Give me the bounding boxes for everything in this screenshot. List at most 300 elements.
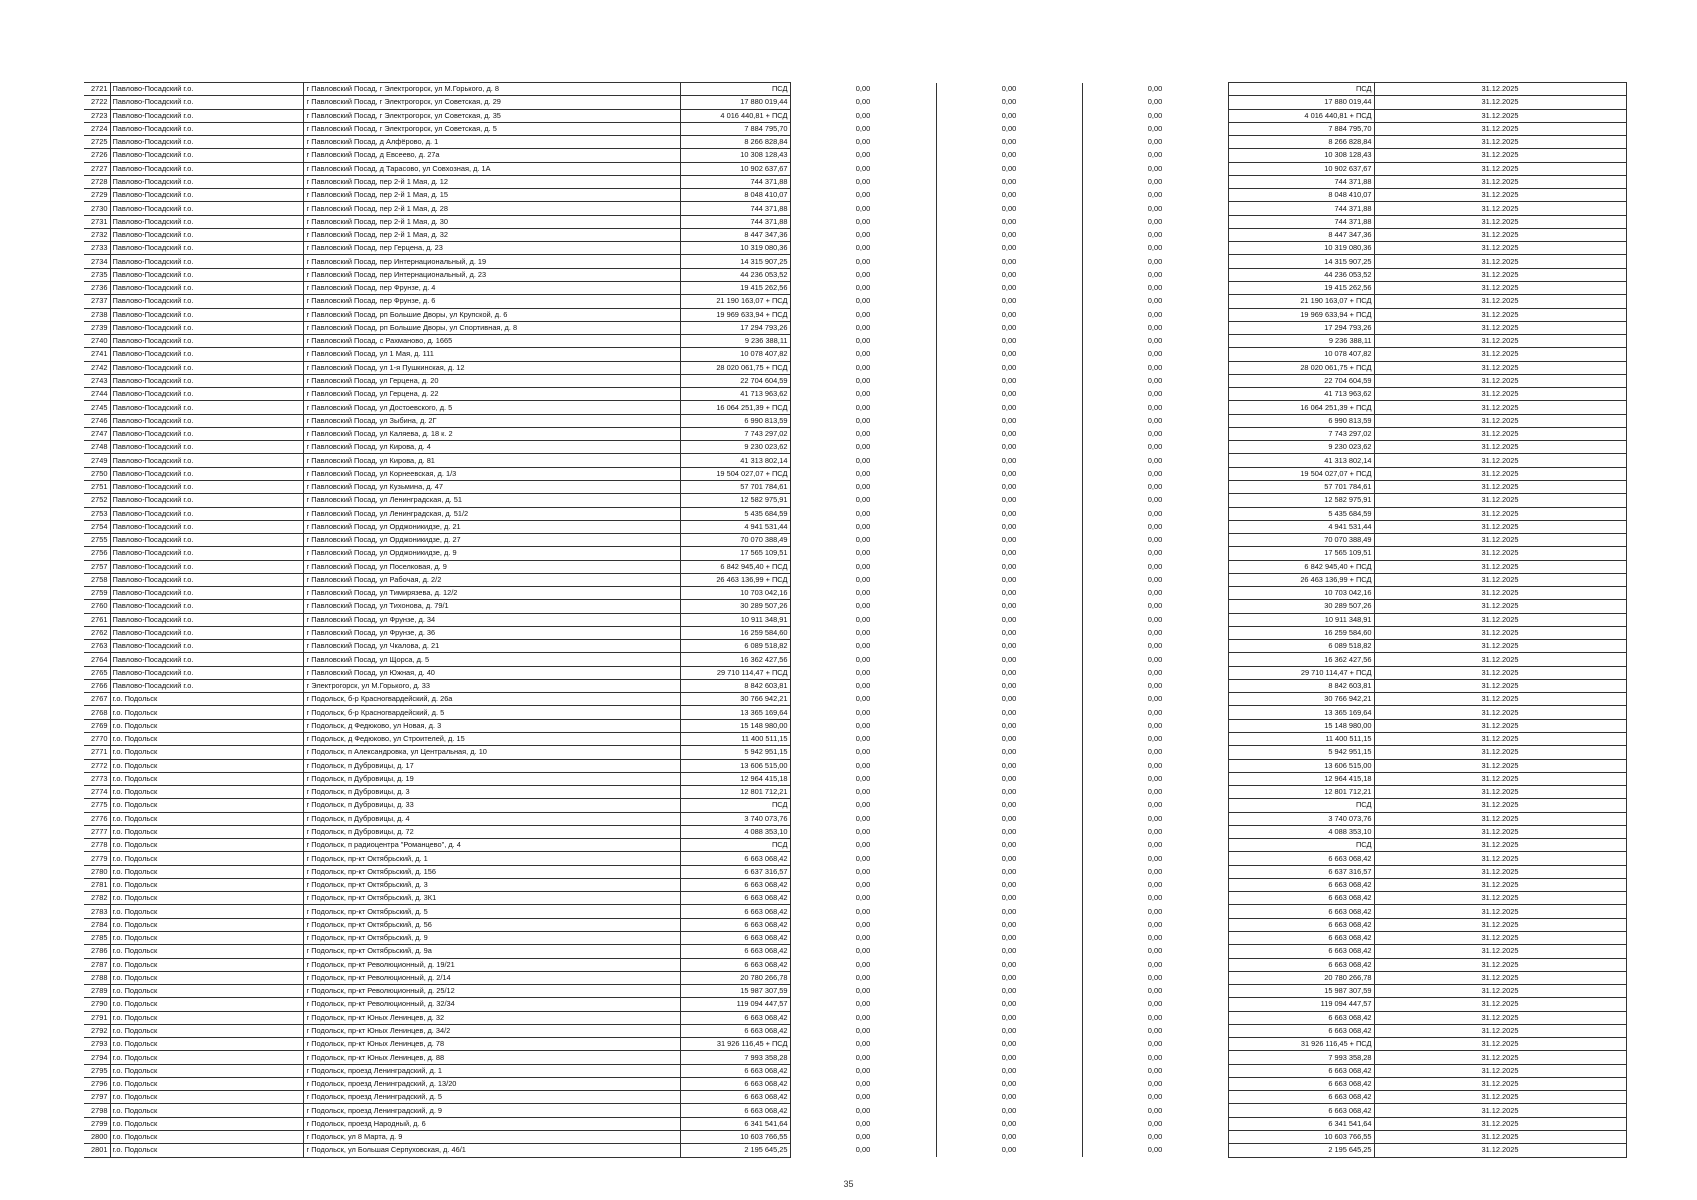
value-cell-3: 0,00 (1082, 401, 1228, 414)
row-number: 2737 (84, 295, 110, 308)
value-cell-2: 0,00 (936, 985, 1082, 998)
table-row (84, 1064, 1626, 1077)
deadline-cell: 31.12.2025 (1374, 759, 1626, 772)
row-number: 2728 (84, 175, 110, 188)
value-cell-1: 0,00 (790, 83, 936, 96)
amount-cell: 6 842 945,40 + ПСД (680, 560, 790, 573)
value-cell-3: 0,00 (1082, 812, 1228, 825)
municipality-cell: г.о. Подольск (110, 945, 303, 958)
value-cell-1: 0,00 (790, 1144, 936, 1157)
address-cell: г Подольск, пр-кт Октябрьский, д. 9а (303, 945, 680, 958)
row-number: 2743 (84, 374, 110, 387)
amount-cell: 9 230 023,62 (680, 441, 790, 454)
table-row (84, 1011, 1626, 1024)
value-cell-2: 0,00 (936, 733, 1082, 746)
total-amount-cell: 6 663 068,42 (1228, 1104, 1374, 1117)
total-amount-cell: 6 842 945,40 + ПСД (1228, 560, 1374, 573)
municipality-cell: г.о. Подольск (110, 1117, 303, 1130)
municipality-cell: г.о. Подольск (110, 865, 303, 878)
row-number: 2747 (84, 427, 110, 440)
value-cell-2: 0,00 (936, 547, 1082, 560)
value-cell-1: 0,00 (790, 839, 936, 852)
row-number: 2750 (84, 467, 110, 480)
row-number: 2761 (84, 613, 110, 626)
value-cell-2: 0,00 (936, 759, 1082, 772)
value-cell-3: 0,00 (1082, 427, 1228, 440)
municipality-cell: Павлово-Посадский г.о. (110, 136, 303, 149)
value-cell-1: 0,00 (790, 1104, 936, 1117)
value-cell-3: 0,00 (1082, 958, 1228, 971)
address-cell: г Павловский Посад, ул Зыбина, д. 2Г (303, 414, 680, 427)
municipality-cell: г.о. Подольск (110, 1144, 303, 1157)
table-row (84, 640, 1626, 653)
value-cell-3: 0,00 (1082, 878, 1228, 891)
value-cell-3: 0,00 (1082, 480, 1228, 493)
row-number: 2764 (84, 653, 110, 666)
address-cell: г Подольск, пр-кт Юных Ленинцев, д. 32 (303, 1011, 680, 1024)
value-cell-1: 0,00 (790, 388, 936, 401)
value-cell-1: 0,00 (790, 679, 936, 692)
value-cell-3: 0,00 (1082, 600, 1228, 613)
row-number: 2758 (84, 573, 110, 586)
row-number: 2777 (84, 825, 110, 838)
row-number: 2722 (84, 96, 110, 109)
municipality-cell: Павлово-Посадский г.о. (110, 215, 303, 228)
table-row (84, 189, 1626, 202)
address-cell: г Павловский Посад, г Электрогорск, ул М.Горького, д. 8 (303, 83, 680, 96)
deadline-cell: 31.12.2025 (1374, 321, 1626, 334)
table-row (84, 812, 1626, 825)
address-cell: г Подольск, пр-кт Юных Ленинцев, д. 34/2 (303, 1024, 680, 1037)
address-cell: г Подольск, ул 8 Марта, д. 9 (303, 1130, 680, 1143)
amount-cell: 6 663 068,42 (680, 905, 790, 918)
total-amount-cell: 6 663 068,42 (1228, 905, 1374, 918)
total-amount-cell: 6 663 068,42 (1228, 1011, 1374, 1024)
value-cell-1: 0,00 (790, 587, 936, 600)
value-cell-1: 0,00 (790, 1117, 936, 1130)
municipality-cell: Павлово-Посадский г.о. (110, 600, 303, 613)
row-number: 2778 (84, 839, 110, 852)
total-amount-cell: 17 294 793,26 (1228, 321, 1374, 334)
municipality-cell: Павлово-Посадский г.о. (110, 401, 303, 414)
value-cell-1: 0,00 (790, 1051, 936, 1064)
value-cell-3: 0,00 (1082, 1038, 1228, 1051)
value-cell-3: 0,00 (1082, 1091, 1228, 1104)
value-cell-1: 0,00 (790, 175, 936, 188)
total-amount-cell: 15 987 307,59 (1228, 985, 1374, 998)
amount-cell: 6 637 316,57 (680, 865, 790, 878)
value-cell-2: 0,00 (936, 268, 1082, 281)
amount-cell: 29 710 114,47 + ПСД (680, 666, 790, 679)
deadline-cell: 31.12.2025 (1374, 228, 1626, 241)
total-amount-cell: 7 884 795,70 (1228, 122, 1374, 135)
value-cell-2: 0,00 (936, 1051, 1082, 1064)
value-cell-3: 0,00 (1082, 1051, 1228, 1064)
row-number: 2738 (84, 308, 110, 321)
table-row (84, 600, 1626, 613)
value-cell-2: 0,00 (936, 295, 1082, 308)
municipality-cell: Павлово-Посадский г.о. (110, 281, 303, 294)
row-number: 2752 (84, 494, 110, 507)
row-number: 2770 (84, 733, 110, 746)
deadline-cell: 31.12.2025 (1374, 799, 1626, 812)
value-cell-2: 0,00 (936, 998, 1082, 1011)
value-cell-3: 0,00 (1082, 759, 1228, 772)
address-cell: г Павловский Посад, ул Фрунзе, д. 36 (303, 626, 680, 639)
value-cell-3: 0,00 (1082, 374, 1228, 387)
amount-cell: 6 663 068,42 (680, 1104, 790, 1117)
row-number: 2794 (84, 1051, 110, 1064)
value-cell-1: 0,00 (790, 374, 936, 387)
municipality-cell: Павлово-Посадский г.о. (110, 96, 303, 109)
row-number: 2755 (84, 534, 110, 547)
total-amount-cell: 19 969 633,94 + ПСД (1228, 308, 1374, 321)
value-cell-2: 0,00 (936, 945, 1082, 958)
deadline-cell: 31.12.2025 (1374, 719, 1626, 732)
row-number: 2783 (84, 905, 110, 918)
total-amount-cell: 28 020 061,75 + ПСД (1228, 361, 1374, 374)
municipality-cell: Павлово-Посадский г.о. (110, 242, 303, 255)
municipality-cell: г.о. Подольск (110, 733, 303, 746)
total-amount-cell: 57 701 784,61 (1228, 480, 1374, 493)
total-amount-cell: 12 964 415,18 (1228, 772, 1374, 785)
value-cell-2: 0,00 (936, 361, 1082, 374)
amount-cell: 31 926 116,45 + ПСД (680, 1038, 790, 1051)
amount-cell: 6 663 068,42 (680, 945, 790, 958)
value-cell-2: 0,00 (936, 560, 1082, 573)
address-cell: г Подольск, пр-кт Революционный, д. 32/34 (303, 998, 680, 1011)
value-cell-2: 0,00 (936, 706, 1082, 719)
capital-repair-register-table (84, 82, 1627, 1158)
municipality-cell: Павлово-Посадский г.о. (110, 255, 303, 268)
amount-cell: 6 663 068,42 (680, 852, 790, 865)
table-row (84, 786, 1626, 799)
value-cell-2: 0,00 (936, 308, 1082, 321)
table-row (84, 560, 1626, 573)
deadline-cell: 31.12.2025 (1374, 1091, 1626, 1104)
table-row (84, 335, 1626, 348)
row-number: 2797 (84, 1091, 110, 1104)
municipality-cell: г.о. Подольск (110, 1024, 303, 1037)
amount-cell: ПСД (680, 799, 790, 812)
value-cell-3: 0,00 (1082, 109, 1228, 122)
total-amount-cell: 21 190 163,07 + ПСД (1228, 295, 1374, 308)
value-cell-1: 0,00 (790, 878, 936, 891)
total-amount-cell: 22 704 604,59 (1228, 374, 1374, 387)
deadline-cell: 31.12.2025 (1374, 666, 1626, 679)
address-cell: г Подольск, ул Большая Серпуховская, д. 46/1 (303, 1144, 680, 1157)
row-number: 2744 (84, 388, 110, 401)
deadline-cell: 31.12.2025 (1374, 772, 1626, 785)
amount-cell: 17 880 019,44 (680, 96, 790, 109)
deadline-cell: 31.12.2025 (1374, 295, 1626, 308)
deadline-cell: 31.12.2025 (1374, 454, 1626, 467)
row-number: 2766 (84, 679, 110, 692)
address-cell: г Павловский Посад, пер Фрунзе, д. 4 (303, 281, 680, 294)
table-row (84, 122, 1626, 135)
value-cell-1: 0,00 (790, 1130, 936, 1143)
amount-cell: 4 088 353,10 (680, 825, 790, 838)
row-number: 2792 (84, 1024, 110, 1037)
total-amount-cell: 10 308 128,43 (1228, 149, 1374, 162)
value-cell-2: 0,00 (936, 839, 1082, 852)
value-cell-2: 0,00 (936, 626, 1082, 639)
total-amount-cell: 16 064 251,39 + ПСД (1228, 401, 1374, 414)
deadline-cell: 31.12.2025 (1374, 281, 1626, 294)
value-cell-1: 0,00 (790, 958, 936, 971)
amount-cell: 6 089 518,82 (680, 640, 790, 653)
value-cell-3: 0,00 (1082, 534, 1228, 547)
total-amount-cell: 11 400 511,15 (1228, 733, 1374, 746)
table-row (84, 83, 1626, 96)
row-number: 2727 (84, 162, 110, 175)
value-cell-2: 0,00 (936, 109, 1082, 122)
municipality-cell: г.о. Подольск (110, 759, 303, 772)
amount-cell: 21 190 163,07 + ПСД (680, 295, 790, 308)
table-row (84, 321, 1626, 334)
amount-cell: 10 703 042,16 (680, 587, 790, 600)
municipality-cell: г.о. Подольск (110, 1011, 303, 1024)
row-number: 2762 (84, 626, 110, 639)
value-cell-3: 0,00 (1082, 507, 1228, 520)
value-cell-2: 0,00 (936, 494, 1082, 507)
value-cell-2: 0,00 (936, 1011, 1082, 1024)
value-cell-3: 0,00 (1082, 985, 1228, 998)
value-cell-3: 0,00 (1082, 388, 1228, 401)
address-cell: г Подольск, пр-кт Октябрьский, д. 3 (303, 878, 680, 891)
row-number: 2776 (84, 812, 110, 825)
address-cell: г Подольск, пр-кт Октябрьский, д. 156 (303, 865, 680, 878)
address-cell: г Подольск, пр-кт Революционный, д. 19/21 (303, 958, 680, 971)
amount-cell: 11 400 511,15 (680, 733, 790, 746)
total-amount-cell: 6 663 068,42 (1228, 878, 1374, 891)
value-cell-3: 0,00 (1082, 693, 1228, 706)
amount-cell: 6 663 068,42 (680, 1064, 790, 1077)
municipality-cell: Павлово-Посадский г.о. (110, 534, 303, 547)
table-row (84, 547, 1626, 560)
value-cell-2: 0,00 (936, 653, 1082, 666)
deadline-cell: 31.12.2025 (1374, 162, 1626, 175)
deadline-cell: 31.12.2025 (1374, 918, 1626, 931)
value-cell-2: 0,00 (936, 83, 1082, 96)
row-number: 2793 (84, 1038, 110, 1051)
value-cell-1: 0,00 (790, 255, 936, 268)
value-cell-1: 0,00 (790, 295, 936, 308)
deadline-cell: 31.12.2025 (1374, 507, 1626, 520)
amount-cell: 6 663 068,42 (680, 878, 790, 891)
value-cell-2: 0,00 (936, 852, 1082, 865)
table-row (84, 1077, 1626, 1090)
value-cell-1: 0,00 (790, 321, 936, 334)
address-cell: г Павловский Посад, ул Герцена, д. 20 (303, 374, 680, 387)
table-row (84, 494, 1626, 507)
address-cell: г Павловский Посад, ул Поселковая, д. 9 (303, 560, 680, 573)
value-cell-2: 0,00 (936, 281, 1082, 294)
deadline-cell: 31.12.2025 (1374, 1144, 1626, 1157)
deadline-cell: 31.12.2025 (1374, 427, 1626, 440)
amount-cell: 10 319 080,36 (680, 242, 790, 255)
value-cell-3: 0,00 (1082, 1011, 1228, 1024)
table-row (84, 348, 1626, 361)
total-amount-cell: 10 911 348,91 (1228, 613, 1374, 626)
municipality-cell: г.о. Подольск (110, 1091, 303, 1104)
value-cell-1: 0,00 (790, 534, 936, 547)
address-cell: г Павловский Посад, ул Кирова, д. 81 (303, 454, 680, 467)
address-cell: г Подольск, проезд Народный, д. 6 (303, 1117, 680, 1130)
row-number: 2768 (84, 706, 110, 719)
row-number: 2781 (84, 878, 110, 891)
value-cell-2: 0,00 (936, 958, 1082, 971)
row-number: 2769 (84, 719, 110, 732)
value-cell-1: 0,00 (790, 892, 936, 905)
deadline-cell: 31.12.2025 (1374, 96, 1626, 109)
value-cell-1: 0,00 (790, 799, 936, 812)
row-number: 2754 (84, 520, 110, 533)
value-cell-2: 0,00 (936, 454, 1082, 467)
total-amount-cell: 19 415 262,56 (1228, 281, 1374, 294)
municipality-cell: г.о. Подольск (110, 693, 303, 706)
municipality-cell: Павлово-Посадский г.о. (110, 361, 303, 374)
municipality-cell: Павлово-Посадский г.о. (110, 374, 303, 387)
value-cell-2: 0,00 (936, 122, 1082, 135)
amount-cell: 744 371,88 (680, 202, 790, 215)
address-cell: г Павловский Посад, ул 1-я Пушкинская, д. 12 (303, 361, 680, 374)
address-cell: г Подольск, пр-кт Октябрьский, д. 56 (303, 918, 680, 931)
address-cell: г Подольск, п Александровка, ул Центральная, д. 10 (303, 746, 680, 759)
table-row (84, 1091, 1626, 1104)
value-cell-3: 0,00 (1082, 653, 1228, 666)
deadline-cell: 31.12.2025 (1374, 825, 1626, 838)
value-cell-2: 0,00 (936, 600, 1082, 613)
value-cell-3: 0,00 (1082, 839, 1228, 852)
row-number: 2765 (84, 666, 110, 679)
amount-cell: 119 094 447,57 (680, 998, 790, 1011)
value-cell-3: 0,00 (1082, 228, 1228, 241)
table-row (84, 520, 1626, 533)
value-cell-3: 0,00 (1082, 162, 1228, 175)
row-number: 2787 (84, 958, 110, 971)
municipality-cell: Павлово-Посадский г.о. (110, 202, 303, 215)
deadline-cell: 31.12.2025 (1374, 374, 1626, 387)
value-cell-2: 0,00 (936, 1077, 1082, 1090)
municipality-cell: Павлово-Посадский г.о. (110, 109, 303, 122)
address-cell: г Павловский Посад, д Евсеево, д. 27а (303, 149, 680, 162)
table-row (84, 878, 1626, 891)
address-cell: г Павловский Посад, ул Герцена, д. 22 (303, 388, 680, 401)
amount-cell: 744 371,88 (680, 175, 790, 188)
address-cell: г Павловский Посад, г Электрогорск, ул Советская, д. 29 (303, 96, 680, 109)
municipality-cell: г.о. Подольск (110, 971, 303, 984)
row-number: 2729 (84, 189, 110, 202)
value-cell-3: 0,00 (1082, 852, 1228, 865)
value-cell-3: 0,00 (1082, 321, 1228, 334)
total-amount-cell: 8 266 828,84 (1228, 136, 1374, 149)
value-cell-1: 0,00 (790, 308, 936, 321)
value-cell-1: 0,00 (790, 918, 936, 931)
municipality-cell: г.о. Подольск (110, 905, 303, 918)
total-amount-cell: 13 365 169,64 (1228, 706, 1374, 719)
value-cell-3: 0,00 (1082, 733, 1228, 746)
total-amount-cell: 6 663 068,42 (1228, 1024, 1374, 1037)
municipality-cell: Павлово-Посадский г.о. (110, 507, 303, 520)
deadline-cell: 31.12.2025 (1374, 812, 1626, 825)
amount-cell: 8 447 347,36 (680, 228, 790, 241)
deadline-cell: 31.12.2025 (1374, 202, 1626, 215)
amount-cell: 6 663 068,42 (680, 1077, 790, 1090)
amount-cell: 57 701 784,61 (680, 480, 790, 493)
address-cell: г Подольск, пр-кт Революционный, д. 2/14 (303, 971, 680, 984)
address-cell: г Павловский Посад, ул Чкалова, д. 21 (303, 640, 680, 653)
value-cell-1: 0,00 (790, 600, 936, 613)
amount-cell: 6 663 068,42 (680, 1011, 790, 1024)
deadline-cell: 31.12.2025 (1374, 480, 1626, 493)
table-row (84, 719, 1626, 732)
total-amount-cell: 20 780 266,78 (1228, 971, 1374, 984)
total-amount-cell: 8 048 410,07 (1228, 189, 1374, 202)
total-amount-cell: ПСД (1228, 799, 1374, 812)
address-cell: г Павловский Посад, ул Орджоникидзе, д. 27 (303, 534, 680, 547)
value-cell-2: 0,00 (936, 401, 1082, 414)
row-number: 2749 (84, 454, 110, 467)
amount-cell: 41 313 802,14 (680, 454, 790, 467)
table-row (84, 96, 1626, 109)
value-cell-3: 0,00 (1082, 83, 1228, 96)
value-cell-3: 0,00 (1082, 1077, 1228, 1090)
deadline-cell: 31.12.2025 (1374, 122, 1626, 135)
deadline-cell: 31.12.2025 (1374, 175, 1626, 188)
table-row (84, 852, 1626, 865)
value-cell-2: 0,00 (936, 799, 1082, 812)
municipality-cell: г.о. Подольск (110, 878, 303, 891)
value-cell-2: 0,00 (936, 520, 1082, 533)
address-cell: г Павловский Посад, пер Интернациональный, д. 19 (303, 255, 680, 268)
address-cell: г Павловский Посад, д Тарасово, ул Совхозная, д. 1А (303, 162, 680, 175)
row-number: 2732 (84, 228, 110, 241)
value-cell-2: 0,00 (936, 255, 1082, 268)
deadline-cell: 31.12.2025 (1374, 83, 1626, 96)
municipality-cell: Павлово-Посадский г.о. (110, 626, 303, 639)
deadline-cell: 31.12.2025 (1374, 945, 1626, 958)
table-row (84, 374, 1626, 387)
row-number: 2746 (84, 414, 110, 427)
row-number: 2735 (84, 268, 110, 281)
value-cell-1: 0,00 (790, 228, 936, 241)
amount-cell: 7 884 795,70 (680, 122, 790, 135)
total-amount-cell: 12 801 712,21 (1228, 786, 1374, 799)
municipality-cell: Павлово-Посадский г.о. (110, 679, 303, 692)
amount-cell: ПСД (680, 839, 790, 852)
municipality-cell: г.о. Подольск (110, 1038, 303, 1051)
table-row (84, 427, 1626, 440)
value-cell-2: 0,00 (936, 918, 1082, 931)
table-row (84, 799, 1626, 812)
page-number: 35 (843, 1179, 854, 1189)
municipality-cell: Павлово-Посадский г.о. (110, 308, 303, 321)
table-row (84, 1144, 1626, 1157)
row-number: 2791 (84, 1011, 110, 1024)
value-cell-2: 0,00 (936, 162, 1082, 175)
total-amount-cell: 31 926 116,45 + ПСД (1228, 1038, 1374, 1051)
address-cell: г Подольск, пр-кт Октябрьский, д. 9 (303, 932, 680, 945)
table-row (84, 825, 1626, 838)
row-number: 2739 (84, 321, 110, 334)
total-amount-cell: 16 362 427,56 (1228, 653, 1374, 666)
value-cell-2: 0,00 (936, 414, 1082, 427)
deadline-cell: 31.12.2025 (1374, 414, 1626, 427)
value-cell-1: 0,00 (790, 454, 936, 467)
municipality-cell: Павлово-Посадский г.о. (110, 149, 303, 162)
amount-cell: 15 148 980,00 (680, 719, 790, 732)
